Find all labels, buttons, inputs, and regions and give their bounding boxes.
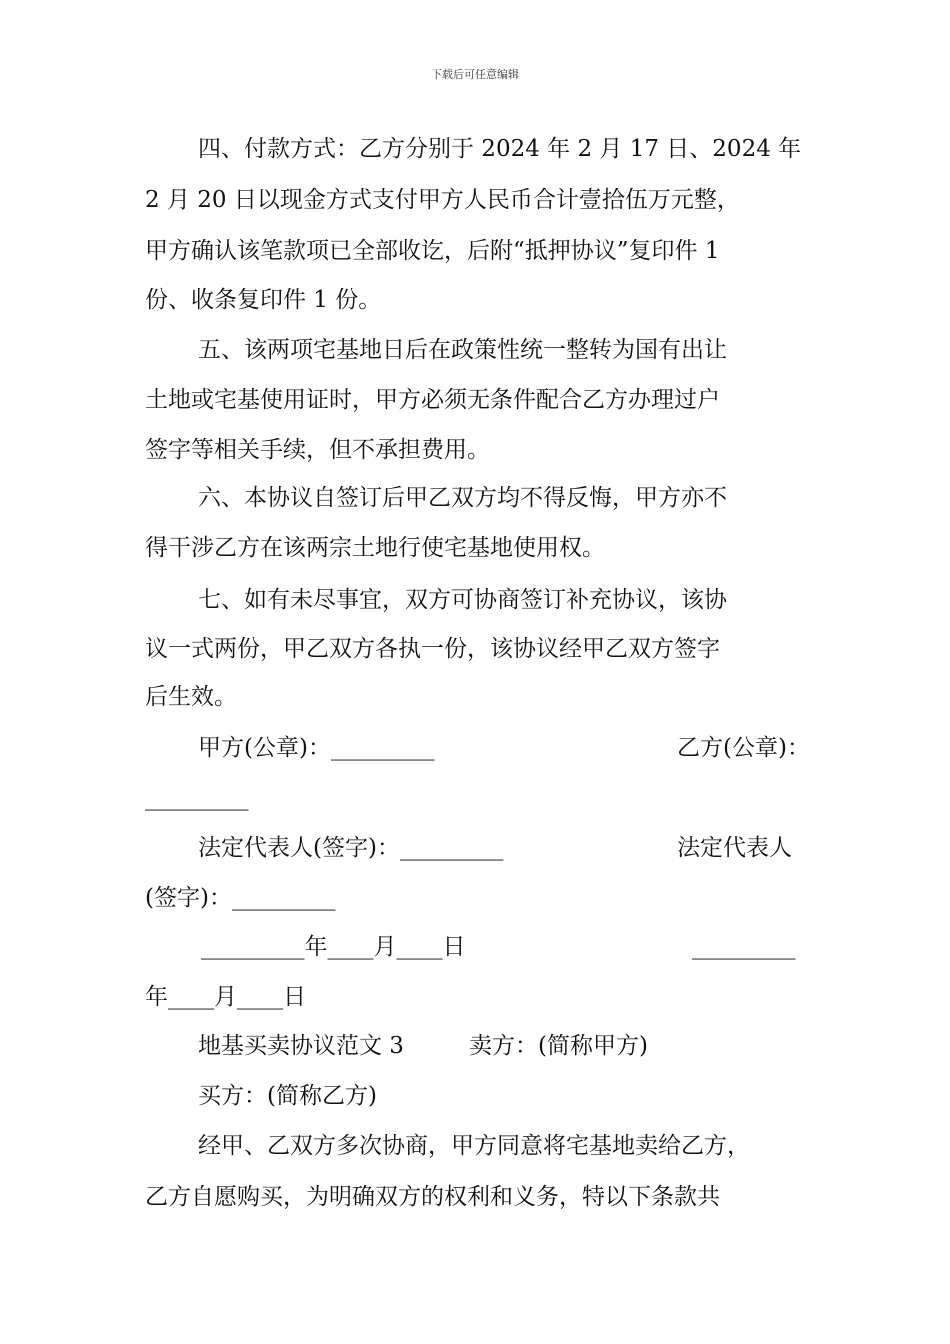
clause-4-line-1: 四、付款方式：乙方分别于 2024 年 2 月 17 日、2024 年 bbox=[198, 136, 802, 162]
page-header: 下载后可任意编辑 bbox=[431, 68, 519, 81]
buyer-label: 买方：(简称乙方) bbox=[198, 1083, 377, 1109]
party-b-seal-blank: _________ bbox=[145, 785, 249, 811]
party-b-date-blank: _________ bbox=[692, 934, 796, 960]
party-b-representative: 法定代表人 bbox=[677, 835, 792, 861]
party-b-date: 年____月____日 bbox=[145, 984, 306, 1010]
seller-label: 卖方：(简称甲方) bbox=[469, 1033, 648, 1059]
party-b-seal: 乙方(公章)： bbox=[677, 735, 810, 761]
intro-line-2: 乙方自愿购买，为明确双方的权利和义务，特以下条款共 bbox=[145, 1184, 720, 1210]
clause-5-line-1: 五、该两项宅基地日后在政策性统一整转为国有出让 bbox=[198, 337, 727, 363]
clause-7-line-3: 后生效。 bbox=[145, 684, 237, 710]
party-a-representative: 法定代表人(签字)：_________ bbox=[198, 835, 504, 861]
intro-line-1: 经甲、乙双方多次协商，甲方同意将宅基地卖给乙方， bbox=[198, 1133, 750, 1159]
party-a-seal: 甲方(公章)：_________ bbox=[198, 735, 435, 761]
sample-title-3: 地基买卖协议范文 3 bbox=[198, 1033, 404, 1059]
party-b-representative-signature: (签字)：_________ bbox=[145, 885, 336, 911]
clause-5-line-2: 土地或宅基使用证时，甲方必须无条件配合乙方办理过户 bbox=[145, 387, 720, 413]
clause-7-line-1: 七、如有未尽事宜，双方可协商签订补充协议，该协 bbox=[198, 587, 727, 613]
clause-4-line-4: 份、收条复印件 1 份。 bbox=[145, 287, 382, 313]
clause-6-line-1: 六、本协议自签订后甲乙双方均不得反悔，甲方亦不 bbox=[198, 485, 727, 511]
party-a-date: _________年____月____日 bbox=[201, 934, 466, 960]
clause-4-line-2: 2 月 20 日以现金方式支付甲方人民币合计壹拾伍万元整， bbox=[145, 187, 740, 213]
clause-6-line-2: 得干涉乙方在该两宗土地行使宅基地使用权。 bbox=[145, 535, 605, 561]
clause-4-line-3: 甲方确认该笔款项已全部收讫，后附“抵押协议”复印件 1 bbox=[145, 238, 720, 264]
clause-7-line-2: 议一式两份，甲乙双方各执一份，该协议经甲乙双方签字 bbox=[145, 636, 720, 662]
clause-5-line-3: 签字等相关手续，但不承担费用。 bbox=[145, 437, 490, 463]
